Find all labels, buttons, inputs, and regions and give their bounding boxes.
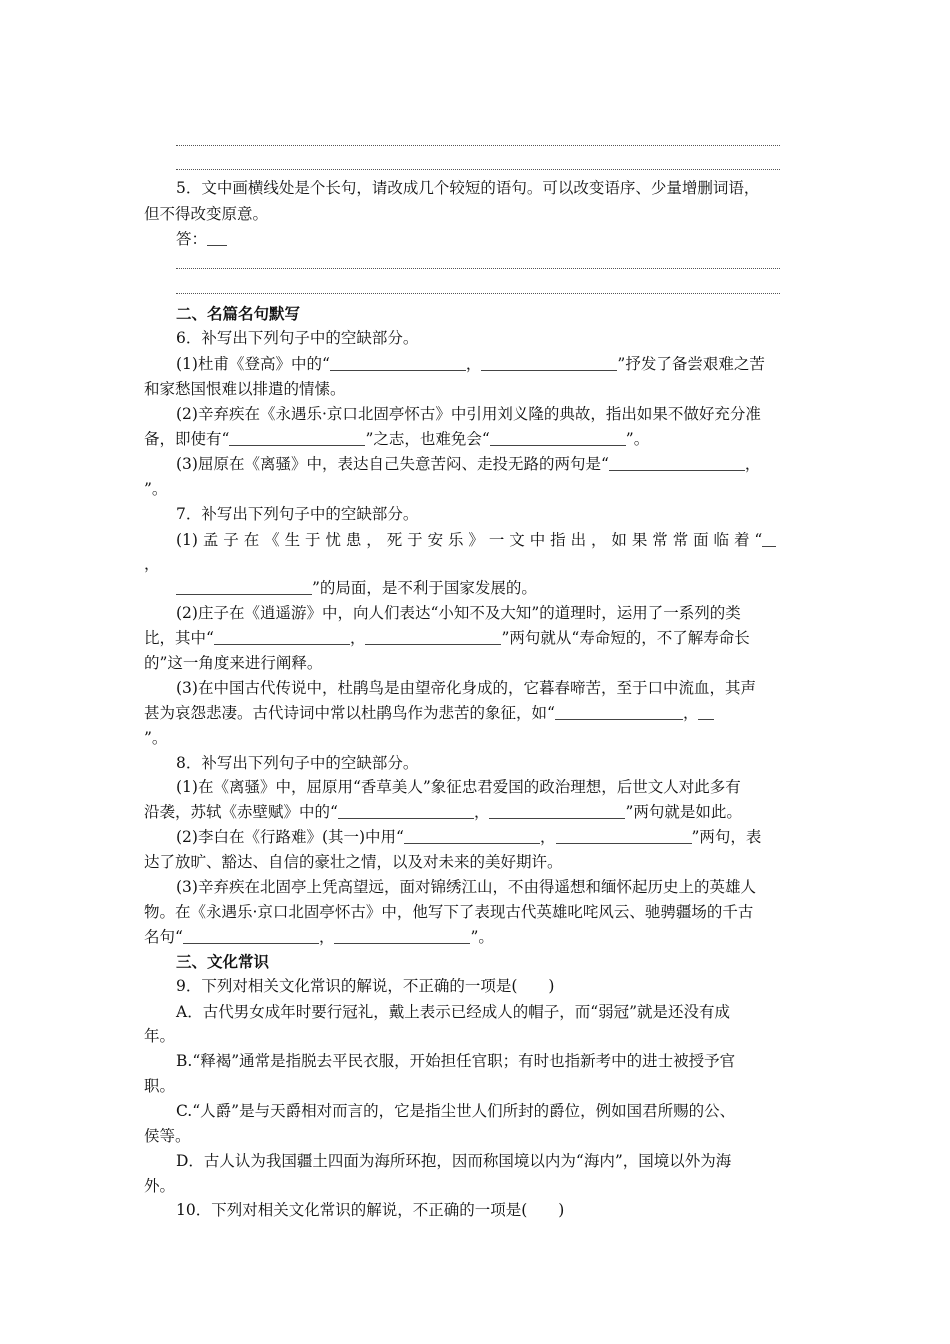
q9-option-c-cont: 侯等。 (144, 1127, 191, 1145)
fill-blank[interactable] (229, 431, 365, 446)
q5-stem-cont: 但不得改变原意。 (144, 205, 269, 223)
fill-blank[interactable] (404, 829, 540, 844)
q6-item-3-cont: ”。 (144, 480, 168, 498)
fill-blank[interactable] (556, 829, 692, 844)
fill-blank[interactable] (330, 356, 466, 371)
answer-line[interactable] (176, 145, 780, 146)
section-3-title: 三、文化常识 (176, 952, 270, 971)
q5-answer (176, 227, 808, 251)
q8-item-3-cont: 物。在《永遇乐·京口北固亭怀古》中，他写下了表现古代英雄叱咤风云、驰骋疆场的千古 (144, 903, 754, 921)
q6-item-3: (3)屈原在《离骚》中，表达自己失意苦闷、走投无路的两句是“ ， (176, 455, 761, 473)
answer-line[interactable] (176, 268, 780, 269)
q9-stem: 9．下列对相关文化常识的解说，不正确的一项是( ) (176, 977, 555, 995)
q7-item-3-end: ”。 (144, 729, 168, 747)
fill-blank[interactable] (762, 532, 776, 547)
q8-item-3-cont2: 名句“ ， ”。 (144, 928, 494, 946)
fill-blank[interactable] (489, 804, 625, 819)
q6-stem: 6．补写出下列句子中的空缺部分。 (176, 329, 419, 347)
q7-item-2-cont2: 的”这一角度来进行阐释。 (144, 654, 323, 672)
q9-option-d-cont: 外。 (144, 1177, 176, 1195)
q7-item-1: (1) 孟 子 在 《 生 于 忧 患 ， 死 于 安 乐 》 一 文 中 指 出 ， 如 果 常 常 面 临 着 “ (176, 528, 808, 552)
q7-item-3: (3)在中国古代传说中，杜鹃鸟是由望帝化身成的，它暮春啼苦，至于口中流血，其声 (176, 679, 756, 697)
answer-blank[interactable] (207, 231, 227, 246)
fill-blank[interactable] (176, 580, 312, 595)
q9-option-b-cont: 职。 (144, 1077, 176, 1095)
answer-line[interactable] (176, 293, 780, 294)
q6-item-2-cont: 备，即使有“ ”之志，也难免会“ ”。 (144, 430, 650, 448)
q7-stem: 7．补写出下列句子中的空缺部分。 (176, 505, 419, 523)
answer-line[interactable] (176, 169, 780, 170)
q6-item-1-cont: 和家愁国恨难以排遣的情愫。 (144, 380, 346, 398)
fill-blank[interactable] (490, 431, 626, 446)
q10-stem: 10．下列对相关文化常识的解说，不正确的一项是( ) (176, 1201, 565, 1219)
fill-blank[interactable] (334, 929, 470, 944)
fill-blank[interactable] (338, 804, 474, 819)
q9-option-a-cont: 年。 (144, 1027, 176, 1045)
q7-item-2: (2)庄子在《逍遥游》中，向人们表达“小知不及大知”的道理时，运用了一系列的类 (176, 604, 741, 622)
q7-item-3-cont: 甚为哀怨悲凄。古代诗词中常以杜鹃鸟作为悲苦的象征，如“ ， (144, 701, 808, 725)
q8-item-3: (3)辛弃疾在北固亭上凭高望远，面对锦绣江山，不由得遥想和缅怀起历史上的英雄人 (176, 878, 756, 896)
q9-option-c: C.“人爵”是与天爵相对而言的，它是指尘世人们所封的爵位，例如国君所赐的公、 (176, 1102, 736, 1120)
q8-item-2: (2)李白在《行路难》(其一)中用“ ， ”两句，表 (176, 828, 762, 846)
fill-blank[interactable] (481, 356, 617, 371)
q8-item-1: (1)在《离骚》中，屈原用“香草美人”象征忠君爱国的政治理想，后世文人对此多有 (176, 778, 741, 796)
fill-blank[interactable] (555, 705, 683, 720)
fill-blank[interactable] (609, 456, 745, 471)
fill-blank[interactable] (183, 929, 319, 944)
fill-blank[interactable] (214, 630, 350, 645)
q9-option-b: B.“释褐”通常是指脱去平民衣服，开始担任官职；有时也指新考中的进士被授予官 (176, 1052, 736, 1070)
q8-item-1-cont: 沿袭，苏轼《赤壁赋》中的“ ， ”两句就是如此。 (144, 803, 742, 821)
q7-item-1-comma: ， (144, 555, 160, 573)
fill-blank[interactable] (698, 705, 714, 720)
q5-stem: 5．文中画横线处是个长句，请改成几个较短的语句。可以改变语序、少量增删词语， (176, 179, 760, 197)
fill-blank[interactable] (365, 630, 501, 645)
q7-item-1-cont: ”的局面，是不利于国家发展的。 (176, 576, 808, 600)
q6-item-1: (1)杜甫《登高》中的“ ， ”抒发了备尝艰难之苦 (176, 355, 765, 373)
section-2-title: 二、名篇名句默写 (176, 304, 301, 323)
q8-item-2-cont: 达了放旷、豁达、自信的豪壮之情，以及对未来的美好期许。 (144, 853, 563, 871)
answer-label: 答： (176, 230, 208, 248)
q8-stem: 8．补写出下列句子中的空缺部分。 (176, 754, 419, 772)
q9-option-a: A．古代男女成年时要行冠礼，戴上表示已经成人的帽子，而“弱冠”就是还没有成 (176, 1003, 731, 1021)
q7-item-2-cont: 比，其中“ ， ”两句就从“寿命短的，不了解寿命长 (144, 629, 750, 647)
q9-option-d: D．古人认为我国疆土四面为海所环抱，因而称国境以内为“海内”，国境以外为海 (176, 1152, 732, 1170)
q6-item-2: (2)辛弃疾在《永遇乐·京口北固亭怀古》中引用刘义隆的典故，指出如果不做好充分准 (176, 405, 761, 423)
